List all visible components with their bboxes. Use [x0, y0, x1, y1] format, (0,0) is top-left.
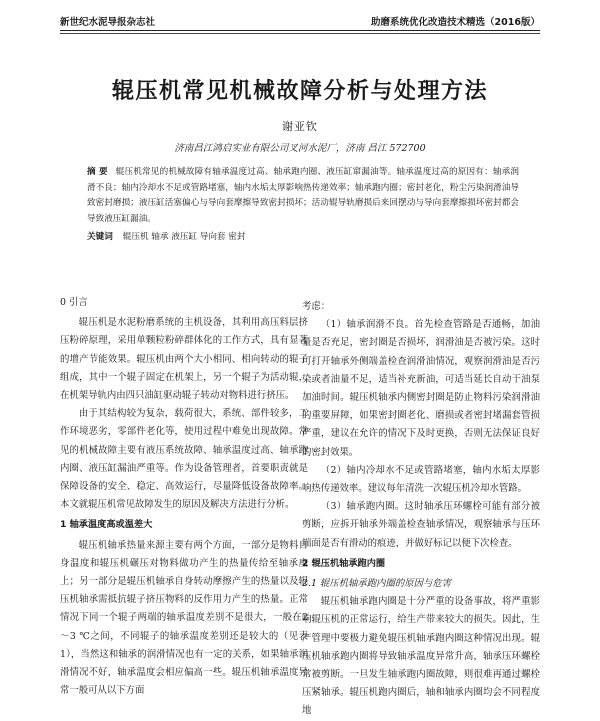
paragraph: 考虑：	[302, 301, 331, 312]
abstract	[87, 165, 519, 227]
header-collection: 助磨系统优化改造技术精选（2016版）	[371, 17, 540, 28]
running-header	[60, 14, 540, 30]
abstract-label: 摘 要	[87, 167, 108, 177]
header-rule-thin	[60, 33, 540, 34]
right-column	[302, 298, 540, 721]
paper-affiliation: 济南昌江鸿启实业有限公司叉河水泥厂，济南 昌江 572700	[174, 143, 426, 154]
paper-title: 辊压机常见机械故障分析与处理方法	[111, 79, 488, 104]
list-item: （1）轴承润滑不良。首先检查管路是否通畅，加油量是否充足，密封圈是否损坏，润滑油是否被污染。这时可打开轴承外侧端盖检查润滑油情况，观察润滑油是否污染或者油量不足，适当补充新油，可适当延长自动干油泵加油时间。辊压机轴承内侧密封圈是防止物料污染润滑油的重要屏障，如果密封圈老化、磨损或者密封堵漏套管损严重，建议在允许的情况下及时更换，否则无法保证良好的密封效果。	[302, 319, 540, 458]
paragraph: 辊压机轴承跑内圈是十分严重的设备事故，将严重影响辊压机的正常运行，给生产带来较大的损失。因此，生产管理中要极力避免辊压机轴承跑内圈这种情况出现。辊压机轴承跑内圈将导致轴承温度异常升高，轴承压环螺栓常被剪断。一旦发生轴承跑内圈故障，则很难再通过螺栓压紧轴承。辊压机跑内圈后，轴和轴承内圈均会不同程度地	[302, 596, 540, 717]
section-heading-intro: 0 引言	[60, 297, 88, 308]
paper-author: 谢亚钦	[282, 120, 318, 133]
list-item: （2）轴内冷却水不足或管路堵塞，轴内水垢太厚影响热传递效率。建议每年清洗一次辊压机冷却水管路。	[302, 464, 540, 495]
keywords-text: 辊压机 轴承 液压缸 导向套 密封	[122, 232, 246, 242]
keywords	[87, 230, 519, 242]
left-column	[60, 294, 308, 700]
header-rule	[60, 30, 540, 31]
keywords-label: 关键词	[87, 232, 113, 242]
list-item: （3）轴承跑内圈。这时轴承压环螺栓可能有部分被剪断，应拆开轴承外端盖检查轴承情况，观察轴承与压环端面是否有滑动的痕迹，并做好标记以便下次检查。	[302, 501, 540, 549]
paragraph: 辊压机轴承热量来源主要有两个方面，一部分是物料自身温度和辊压机碾压对物料做功产生的热量传给至轴承座上；另一部分是辊压机轴承自身转动摩擦产生的热量以及辊压机轴承需抵抗辊子挤压物料的反作用力产生的热量。正常情况下同一个辊子两端的轴承温度差别不是很大，一般在2～3 ℃之间，不同辊子的轴承温度差别还是较大的（见表1），当然这和轴承的润滑情况也有一定的关系，如果轴承润滑情况不好，轴承温度会相应偏高一些。辊压机轴承温度异常一般可从以下方面	[60, 539, 308, 697]
paragraph: 辊压机是水泥粉磨系统的主机设备，其利用高压料层挤压粉碎原理，采用单颗粒粉碎群体化的工作方式，具有显著的增产节能效果。辊压机由两个大小相同、相向转动的辊子组成，其中一个辊子固定在机架上，另一个辊子为活动辊，在机架导轨内由四只油缸驱动辊子转动对物料进行挤压。	[60, 317, 308, 402]
header-publisher: 新世纪水泥导报杂志社	[60, 17, 156, 28]
section-heading-1: 1 轴承温度高或温差大	[60, 519, 153, 531]
abstract-text: 辊压机常见的机械故障有轴承温度过高、轴承跑内圈、液压缸窜漏油等。轴承温度过高的原因有：轴承润滑不良；轴内冷却水不足或管路堵塞，轴内水垢太厚影响热传递效率；轴承跑内圈；密封老化，粉尘污染润滑油导致密封磨损；液压缸活塞偏心与导向套摩擦导致密封损坏；活动辊导轨磨损后来回摆动与导向套摩擦损坏密封都会导致液压缸漏油。	[87, 167, 519, 224]
paragraph: 由于其结构较为复杂，载荷很大，系统、部件较多，工作环境恶劣，零部件老化等，使用过程中难免出现故障。常见的机械故障主要有液压系统故障、轴承温度过高、轴承跑内圈、液压缸漏油严重等。作为设备管理者，首要职责就是保障设备的安全、稳定、高效运行，尽量降低设备故障率。本文就辊压机常见故障发生的原因及解决方法进行分析。	[60, 408, 308, 511]
subsection-heading-2-1: 2.1 辊压机轴承跑内圈的原因与危害	[302, 578, 452, 590]
section-heading-2: 2 辊压机轴承跑内圈	[302, 557, 386, 569]
